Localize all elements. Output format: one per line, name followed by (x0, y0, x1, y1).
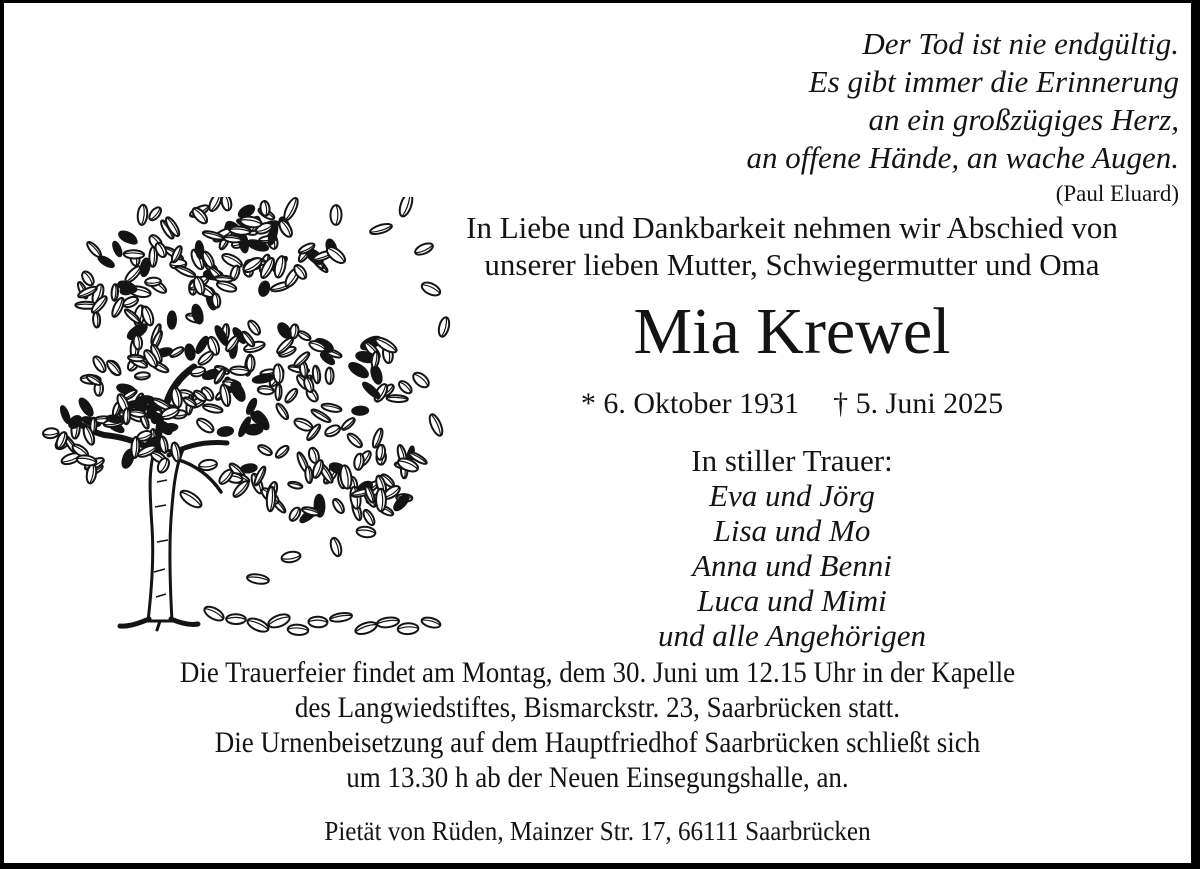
service-line: des Langwiedstiftes, Bismarckstr. 23, Saarbrücken statt. (294, 691, 901, 724)
service-line: Die Trauerfeier findet am Montag, dem 30. Juni um 12.15 Uhr in der Kapelle (179, 656, 1016, 689)
intro-line: unserer lieben Mutter, Schwiegermutter und Oma (484, 247, 1100, 282)
death-date: † 5. Juni 2025 (833, 387, 1004, 420)
mourner-line: Lisa und Mo (713, 513, 871, 548)
mourners-list (444, 478, 1140, 653)
epigraph-line: Der Tod ist nie endgültig. (862, 26, 1179, 61)
service-info (4, 655, 1191, 795)
epigraph (747, 25, 1179, 210)
announcement-block (444, 209, 1140, 653)
epigraph-line: an offene Hände, an wache Augen. (746, 140, 1179, 175)
birth-date: * 6. Oktober 1931 (580, 387, 800, 420)
mourner-line: Luca und Mimi (697, 583, 887, 618)
epigraph-attribution: (Paul Eluard) (1055, 181, 1179, 206)
service-line: um 13.30 h ab der Neuen Einsegungshalle, an. (346, 761, 849, 794)
undertaker-line: Pietät von Rüden, Mainzer Str. 17, 66111 Saarbrücken (324, 816, 871, 846)
deceased-name: Mia Krewel (633, 295, 951, 368)
mourner-line: Anna und Benni (692, 548, 892, 583)
mourning-heading: In stiller Trauer: (691, 443, 893, 478)
epigraph-line: Es gibt immer die Erinnerung (808, 64, 1179, 99)
windblown-tree-illustration (36, 197, 456, 647)
mourner-line: Eva und Jörg (709, 478, 875, 513)
service-line: Die Urnenbeisetzung auf dem Hauptfriedhof Saarbrücken schließt sich (214, 726, 981, 759)
epigraph-line: an ein großzügiges Herz, (868, 102, 1179, 137)
life-dates (444, 387, 1140, 421)
mourner-line: und alle Angehörigen (657, 618, 927, 653)
intro-line: In Liebe und Dankbarkeit nehmen wir Abschied von (466, 210, 1118, 245)
